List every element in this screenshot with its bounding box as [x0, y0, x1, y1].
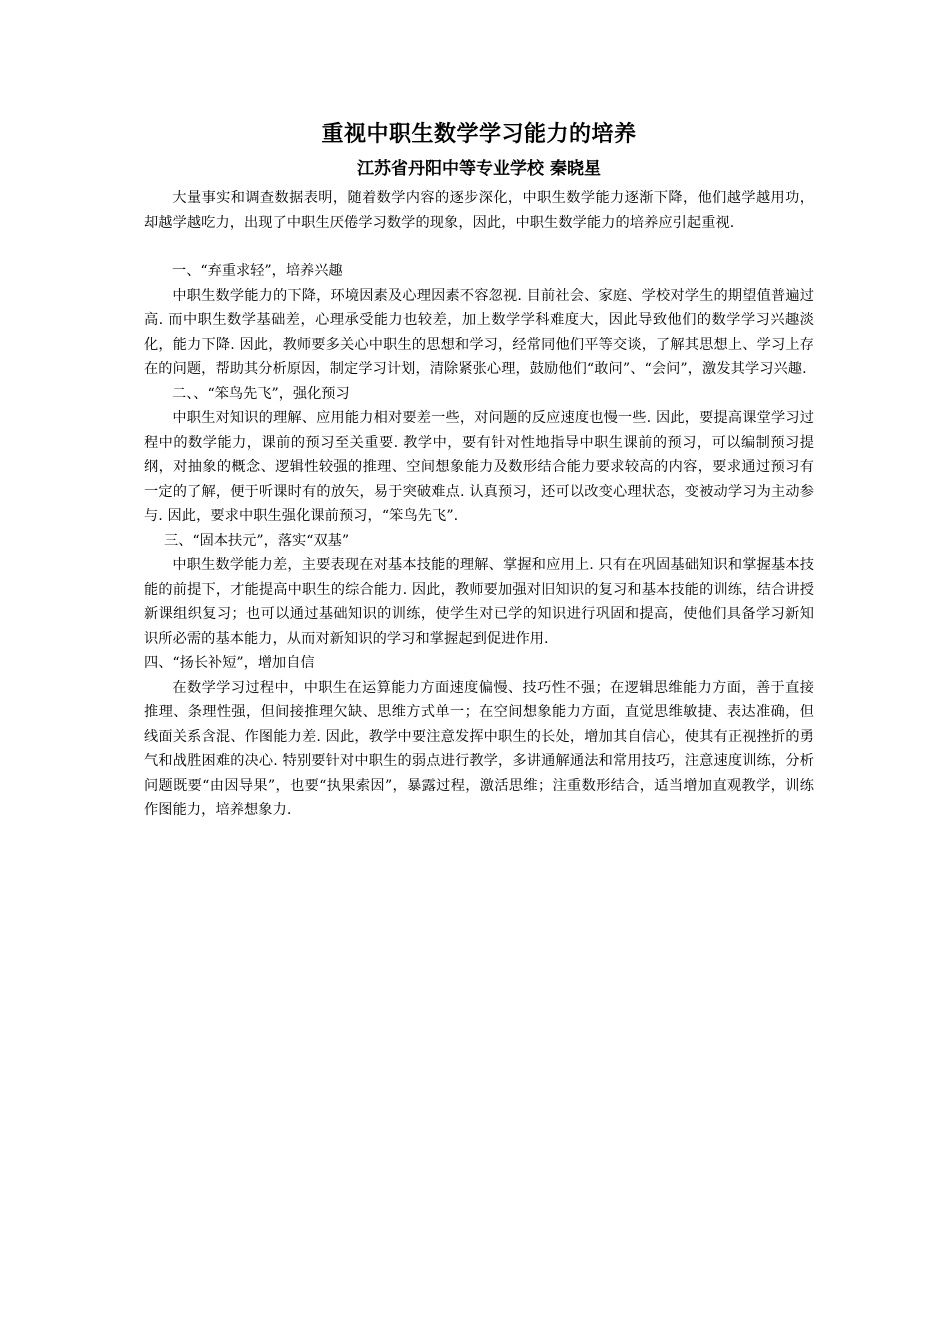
document-title: 重视中职生数学学习能力的培养: [321, 122, 637, 147]
section-2-body: 中职生对知识的理解、应用能力相对要差一些，对问题的反应速度也慢一些. 因此，要提高课堂学习过程中的数学能力，课前的预习至关重要. 教学中，要有针对性地指导中职生课前的预习，可以编制预习提纲，对抽象的概念、逻辑性较强的推理、空间想象能力及数形结合能力要求较高的内容，要求通过预习有一定的了解，便于听课时有的放矢，易于突破难点. 认真预习，还可以改变心理状态，变被动学习为主动参与. 因此，要求中职生强化课前预习，“笨鸟先飞”.: [144, 410, 814, 524]
section-2-heading: 二、、“笨鸟先飞”，强化预习: [172, 385, 350, 402]
section-3-body: 中职生数学能力差，主要表现在对基本技能的理解、掌握和应用上. 只有在巩固基础知识和掌握基本技能的前提下，才能提高中职生的综合能力. 因此，教师要加强对旧知识的复习和基本技能的训练，结合讲授新课组织复习；也可以通过基础知识的训练，使学生对已学的知识进行巩固和提高，使他们具备学习新知识所必需的基本能力，从而对新知识的学习和掌握起到促进作用.: [144, 557, 814, 647]
section-4-body: 在数学学习过程中，中职生在运算能力方面速度偏慢、技巧性不强；在逻辑思维能力方面，善于直接推理、条理性强，但间接推理欠缺、思维方式单一；在空间想象能力方面，直觉思维敏捷、表达准确，但线面关系含混、作图能力差. 因此，教学中要注意发挥中职生的长处，增加其自信心，使其有正视挫折的勇气和战胜困难的决心. 特别要针对中职生的弱点进行教学，多讲通解通法和常用技巧，注意速度训练，分析问题既要“由因导果”，也要“执果索因”，暴露过程，激活思维；注重数形结合，适当增加直观教学，训练作图能力，培养想象力.: [144, 679, 814, 818]
paragraph-gap: [144, 235, 814, 259]
section-3-heading: 三、“固本扶元”，落实“双基”: [164, 532, 350, 549]
author-line: 江苏省丹阳中等专业学校 秦晓星: [357, 159, 601, 179]
section-1-heading: 一、“弃重求轻”，培养兴趣: [172, 263, 343, 279]
section-1-body: 中职生数学能力的下降，环境因素及心理因素不容忽视. 目前社会、家庭、学校对学生的期望值普遍过高. 而中职生数学基础差，心理承受能力也较差，加上数学学科难度大，因此导致他们的数学学习兴趣淡化，能力下降. 因此，教师要多关心中职生的思想和学习，经常同他们平等交谈，了解其思想上、学习上存在的问题，帮助其分析原因，制定学习计划，清除紧张心理，鼓励他们“敢问”、“会问”，激发其学习兴趣.: [144, 287, 814, 377]
document-page: [144, 118, 814, 823]
section-4-heading: 四、“扬长补短”，增加自信: [144, 655, 315, 671]
intro-paragraph: 大量事实和调查数据表明，随着数学内容的逐步深化，中职生数学能力逐渐下降，他们越学越用功，却越学越吃力，出现了中职生厌倦学习数学的现象，因此，中职生数学能力的培养应引起重视.: [144, 190, 814, 231]
